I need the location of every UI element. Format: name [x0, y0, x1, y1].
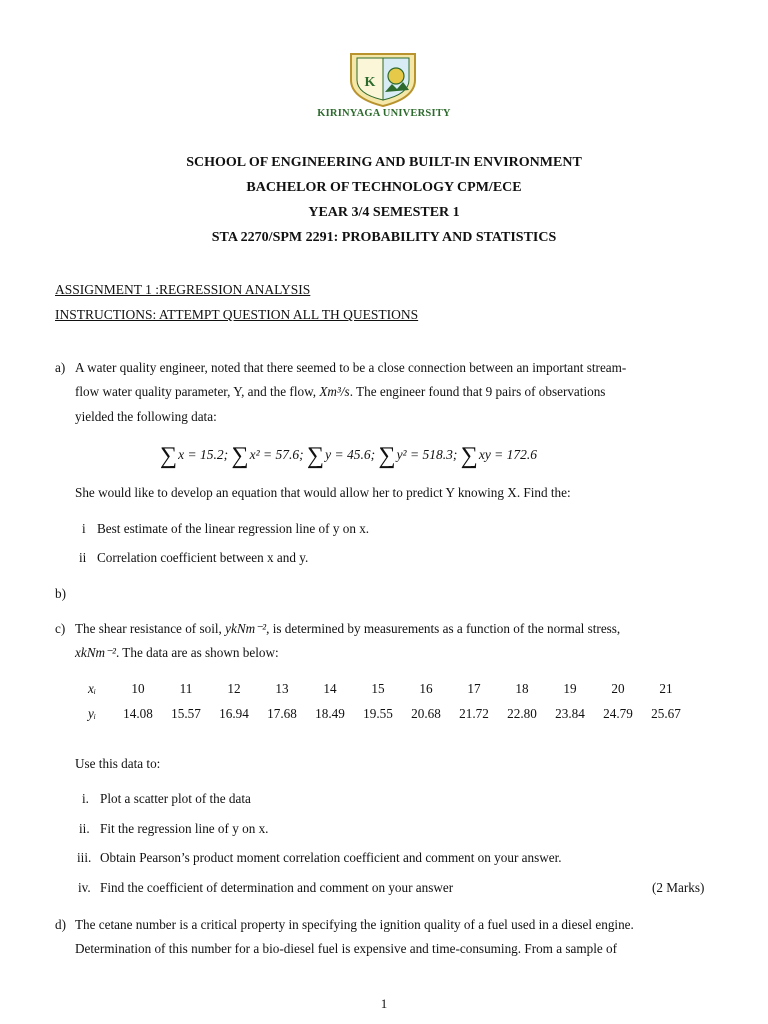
question-a-line2-pre: flow water quality parameter, Y, and the flow, — [75, 384, 320, 399]
y-value: 24.79 — [603, 705, 633, 721]
question-b-label: b) — [55, 586, 66, 601]
x-value: 10 — [131, 680, 145, 696]
question-a-item-num: ii — [79, 550, 87, 565]
question-c-line1-post: , is determined by measurements as a function of the normal stress, — [266, 621, 621, 636]
table-row-x — [88, 676, 690, 701]
question-d-line2: Determination of this number for a bio-diesel fuel is expensive and time-consuming. From a sample of — [75, 941, 618, 956]
x-row-label: xᵢ — [88, 680, 96, 696]
y-value: 23.84 — [555, 705, 585, 721]
table-row-y — [88, 701, 690, 726]
course-title: STA 2270/SPM 2291: PROBABILITY AND STATISTICS — [211, 230, 557, 245]
question-a-line4: She would like to develop an equation that would allow her to predict Y knowing X. Find the: — [75, 485, 571, 500]
y-value: 18.49 — [315, 705, 345, 721]
question-a-line1: A water quality engineer, noted that there seemed to be a close connection between an important stream- — [75, 360, 627, 375]
shear-data-table — [88, 676, 690, 726]
sum-symbol: ∑ — [306, 443, 325, 469]
y-row-label: yᵢ — [88, 705, 96, 721]
question-c-item-num: iii. — [77, 850, 92, 865]
x-value: 16 — [419, 680, 433, 696]
stress-unit: xkNm⁻² — [75, 645, 116, 660]
x-value: 20 — [611, 680, 625, 696]
question-c-line1-pre: The shear resistance of soil, — [75, 621, 226, 636]
question-d-line1: The cetane number is a critical property in specifying the ignition quality of a fuel used in a diesel engine. — [75, 917, 634, 932]
sum-symbol: ∑ — [378, 443, 396, 469]
question-a-line2 — [75, 384, 605, 400]
x-value: 18 — [515, 680, 529, 696]
question-c-line2-post: . The data are as shown below: — [115, 645, 279, 660]
sum-symbol: ∑ — [460, 443, 478, 469]
question-c-item-text: Obtain Pearson’s product moment correlation coefficient and comment on your answer. — [100, 850, 562, 865]
sum-xy: xy = 172.6 — [478, 447, 538, 462]
programme-title: BACHELOR OF TECHNOLOGY CPM/ECE — [246, 180, 522, 195]
sum-symbol: ∑ — [231, 443, 249, 469]
assignment-title: ASSIGNMENT 1 :REGRESSION ANALYSIS — [55, 282, 311, 297]
question-c-label: c) — [55, 621, 66, 636]
question-a-line2-post: . The engineer found that 9 pairs of observations — [349, 384, 606, 399]
y-value: 17.68 — [267, 705, 297, 721]
question-c-item-text: Fit the regression line of y on x. — [100, 821, 269, 836]
question-a-line3: yielded the following data: — [75, 409, 217, 424]
y-value: 25.67 — [651, 705, 681, 721]
university-logo — [343, 50, 423, 108]
summation-data — [160, 443, 537, 470]
y-value: 15.57 — [171, 705, 201, 721]
marks-label: (2 Marks) — [652, 880, 705, 895]
question-c-line2 — [75, 645, 279, 661]
x-value: 17 — [467, 680, 481, 696]
question-d-label: d) — [55, 917, 66, 932]
x-value: 19 — [563, 680, 577, 696]
x-value: 12 — [227, 680, 241, 696]
x-value: 14 — [323, 680, 337, 696]
x-value: 15 — [371, 680, 385, 696]
x-value: 21 — [659, 680, 673, 696]
question-c-item-num: i. — [82, 791, 89, 806]
question-c-item-text: Find the coefficient of determination and comment on your answer — [100, 880, 454, 895]
question-c-item-num: ii. — [79, 821, 90, 836]
sum-x2: x² = 57.6; — [249, 447, 304, 462]
svg-text:K: K — [364, 75, 376, 90]
question-a-item-text: Correlation coefficient between x and y. — [97, 550, 309, 565]
y-value: 19.55 — [363, 705, 393, 721]
question-c-use-line: Use this data to: — [75, 756, 161, 771]
sum-y2: y² = 518.3; — [396, 447, 458, 462]
x-value: 11 — [179, 680, 193, 696]
question-c-item-num: iv. — [78, 880, 91, 895]
university-name: KIRINYAGA UNIVERSITY — [317, 108, 451, 119]
year-title: YEAR 3/4 SEMESTER 1 — [308, 205, 460, 220]
sum-x: x = 15.2; — [178, 447, 229, 462]
question-c-item-text: Plot a scatter plot of the data — [100, 791, 251, 806]
question-a-item-num: i — [82, 521, 86, 536]
y-value: 14.08 — [123, 705, 153, 721]
instructions: INSTRUCTIONS: ATTEMPT QUESTION ALL TH QUESTIONS — [55, 307, 419, 322]
flow-unit: Xm³/s — [319, 384, 350, 399]
question-c-line1 — [75, 621, 620, 637]
question-a-label: a) — [55, 360, 66, 375]
y-value: 16.94 — [219, 705, 249, 721]
school-title: SCHOOL OF ENGINEERING AND BUILT-IN ENVIRONMENT — [186, 155, 582, 170]
y-value: 21.72 — [459, 705, 489, 721]
question-a-item-text: Best estimate of the linear regression line of y on x. — [97, 521, 370, 536]
y-value: 20.68 — [411, 705, 441, 721]
sum-y: y = 45.6; — [325, 447, 376, 462]
sum-symbol: ∑ — [160, 443, 178, 469]
page-number: 1 — [380, 996, 388, 1011]
shear-unit: ykNm⁻² — [225, 621, 267, 636]
y-value: 22.80 — [507, 705, 537, 721]
x-value: 13 — [275, 680, 289, 696]
